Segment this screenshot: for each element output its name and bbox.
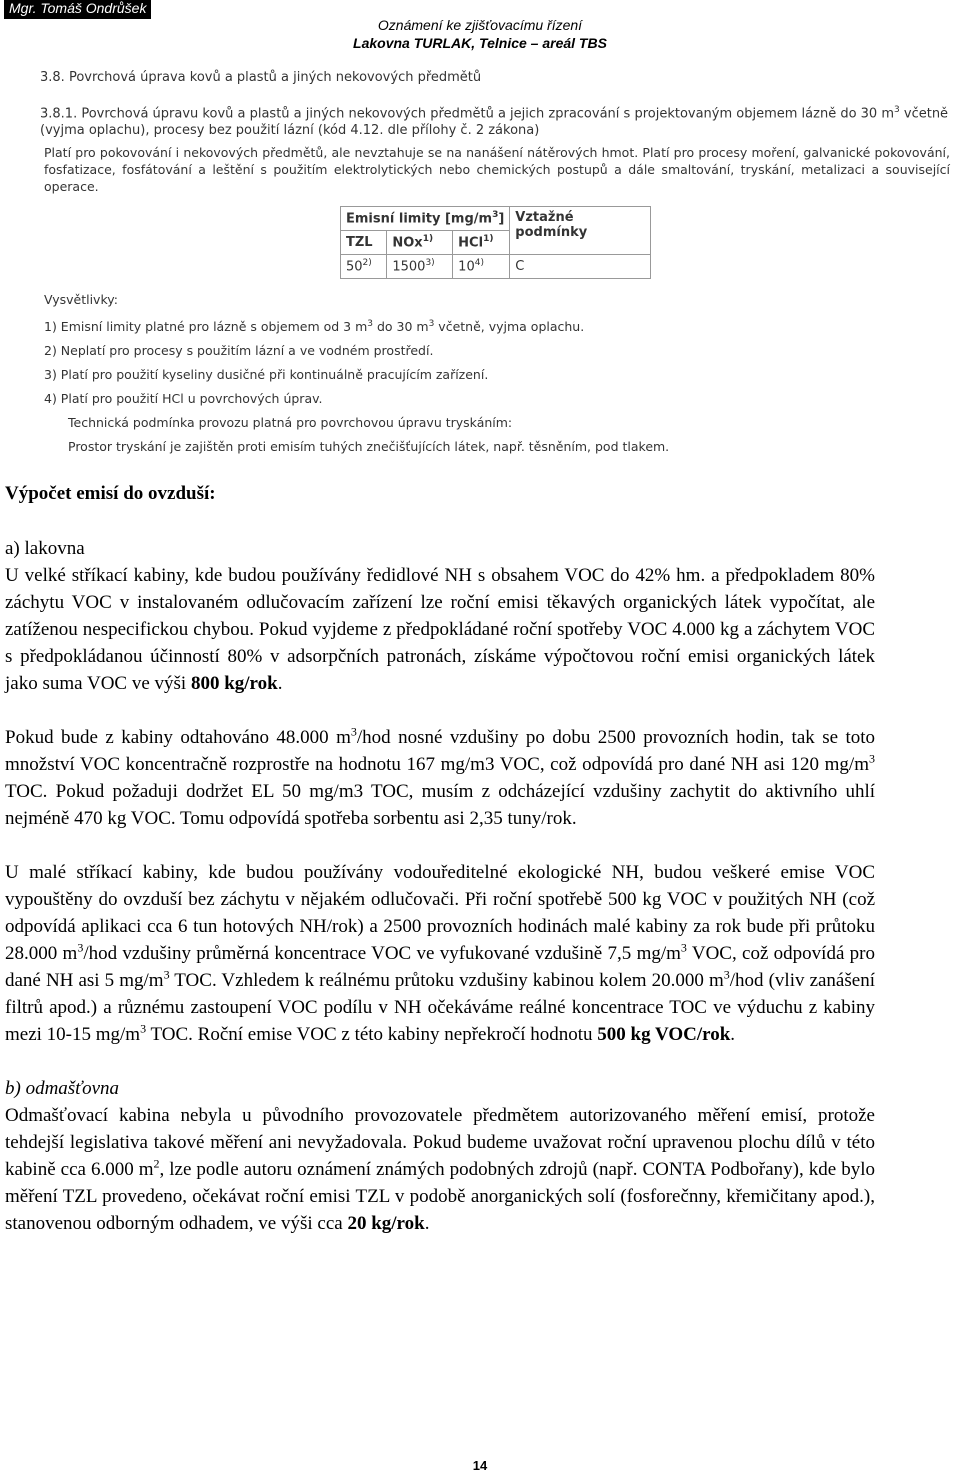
paragraph-4: Odmašťovací kabina nebyla u původního provozovatele předmětem autorizovaného měření emisí, protože tehdejší legislativa takové měření ani nevyžadovala. Pokud budeme uvažovat roční upravenou plochu dílů v této kabině cca 6.000 $m^2$, lze podle autoru oznámení známých podobných zdrojů (např. CONTA Podbořany), kde bylo měření TZL provedeno, očekávat roční emisi TZL v podobě anorganických solí (fosforečnny, křemičitany apod.), stanovenou odborným odhadem, ve výši cca 20 kg/rok.	[5, 1105, 875, 1234]
header-line-1: Oznámení ke zjišťovacímu řízení	[377, 17, 583, 33]
page-number: 14	[472, 1458, 488, 1473]
col-hcl: HCl$^{1)}$	[453, 231, 510, 255]
note-4-line-2: Technická podmínka provozu platná pro povrchovou úpravu tryskáním:	[68, 415, 513, 431]
section-intro: Platí pro pokovování i nekovových předmětů, ale nevztahuje se na nanášení nátěrových hmot. Platí pro procesy moření, galvanické pokovování, fosfatizace, fosfátování a leštění s použitím elektrolytických nebo chemických postupů a dále smaltování, tryskání, metalizaci a související operace.	[44, 145, 950, 194]
notes-title: Vysvětlivky:	[44, 292, 118, 307]
explanatory-notes	[44, 288, 950, 459]
section-3-8-1-heading: 3.8.1. Povrchová úpravu kovů a plastů a jiných nekovových předmětů a jejich zpracování s projektovaným objemem lázně do 30 $m^3$ včetně (vyjma oplachu), procesy bez použití lázní (kód 4.12. dle přílohy č. 2 zákona)	[40, 105, 949, 139]
paragraph-3: U malé stříkací kabiny, kde budou používány vodouředitelné ekologické NH, budou veškeré emise VOC vypouštěny do ovzduší bez záchytu v nějakém odlučovači. Při roční spotřebě 500 kg VOC v použitých NH (což odpovídá aplikaci cca 6 tun hotových NH/rok) a 2500 provozních hodinách malé kabiny za rok bude při průtoku 28.000 $m^3$/hod vzdušiny průměrná koncentrace VOC ve vyfukované vzdušině 7,5 $mg/m^3$ VOC, což odpovídá pro dané NH asi 5 $mg/m^3$ TOC. Vzhledem k reálnému průtoku vzdušiny kabinou kolem 20.000 $m^3$/hod (vliv zanášení filtrů apod.) a různému zastoupení VOC podílu v NH očekáváme reálné koncentrace TOC ve výduchu z kabiny mezi 10-15 $mg/m^3$ TOC. Roční emise VOC z této kabiny nepřekročí hodnotu 500 kg VOC/rok.	[5, 862, 876, 1045]
header-line-2: Lakovna TURLAK, Telnice – areál TBS	[353, 35, 607, 51]
val-conditions: C	[510, 255, 651, 279]
val-hcl: 10$^{4)}$	[453, 255, 510, 279]
note-3: 3) Platí pro použití kyseliny dusičné při kontinuálně pracujícím zařízení.	[44, 367, 489, 383]
paragraph-1: U velké stříkací kabiny, kde budou používány ředidlové NH s obsahem VOC do 42% hm. a předpokladem 80% záchytu VOC v instalovaném odlučovacím zařízení lze roční emisi těkavých organických látek vypočítat, ale zatíženou nespecifickou chybou. Pokud vyjdeme z předpokládané roční spotřeby VOC 4.000 kg a záchytem VOC s předpokládanou účinností 80% v adsorpčních patronách, získáme výpočtovou roční emisi organických látek jako suma VOC ve výši 800 kg/rok.	[5, 565, 875, 694]
col-tzl: TZL	[341, 231, 387, 255]
author-label: Mgr. Tomáš Ondrůšek	[4, 0, 151, 19]
section-3-8-heading: 3.8. Povrchová úprava kovů a plastů a jiných nekovových předmětů	[40, 70, 482, 85]
col-nox: NOx$^{1)}$	[387, 231, 453, 255]
note-4: 4) Platí pro použití HCl u povrchových úprav.	[44, 391, 323, 407]
subsection-b-label: b) odmašťovna	[5, 1078, 120, 1099]
val-tzl: 50$^{2)}$	[341, 255, 387, 279]
note-1: 1) Emisní limity platné pro lázně s objemem od 3 $m^3$ do 30 $m^3$ včetně, vyjma oplachu.	[44, 319, 585, 335]
subsection-a-label: a) lakovna	[5, 538, 85, 559]
paragraph-2: Pokud bude z kabiny odtahováno 48.000 $m^3$/hod nosné vzdušiny po dobu 2500 provozních hodin, tak se toto množství VOC koncentračně rozprostře na hodnotu 167 mg/m3 VOC, což odpovídá pro dané NH asi 120 $mg/m^3$ TOC. Pokud požaduji dodržet EL 50 mg/m3 TOC, musím z odcházející vzdušiny zachytit do aktivního uhlí nejméně 470 kg VOC. Tomu odpovídá spotřeba sorbentu asi 2,35 tuny/rok.	[5, 724, 876, 829]
note-4-line-3: Prostor tryskání je zajištěn proti emisím tuhých znečišťujících látek, např. těsněním, pod tlakem.	[68, 439, 670, 455]
document-header	[0, 16, 960, 52]
conditions-header: Vztažné podmínky	[510, 207, 651, 255]
section-title: Výpočet emisí do ovzduší:	[5, 483, 216, 504]
note-2: 2) Neplatí pro procesy s použitím lázní a ve vodném prostředí.	[44, 343, 434, 359]
main-text	[5, 480, 875, 1237]
emission-limits-table	[340, 206, 651, 279]
limits-header: Emisní limity $[mg/m^3]$	[341, 207, 510, 231]
val-nox: 1500$^{3)}$	[387, 255, 453, 279]
